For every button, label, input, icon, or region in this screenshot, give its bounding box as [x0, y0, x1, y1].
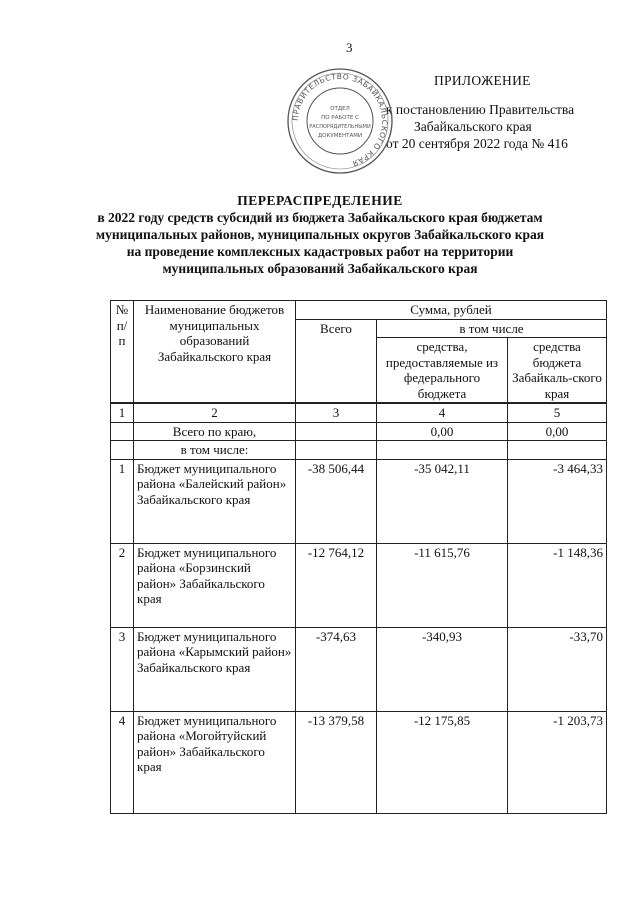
seal-ring-text: ПРАВИТЕЛЬСТВО ЗАБАЙКАЛЬСКОГО КРАЯ — [290, 71, 390, 169]
row-name: Бюджет муниципального района «Борзинский район» Забайкальского края — [134, 543, 296, 627]
document-heading — [90, 192, 550, 277]
official-seal-stamp — [285, 66, 395, 176]
header-federal: средства, предоставляемые из федерального бюджета — [377, 338, 508, 404]
heading-line-1: в 2022 году средств субсидий из бюджета Забайкальского края бюджетам — [97, 210, 543, 225]
col-number-2: 2 — [134, 403, 296, 422]
header-including: в том числе — [377, 319, 607, 338]
row-num: 4 — [111, 711, 134, 813]
col-number-4: 4 — [377, 403, 508, 422]
total-row-label: Всего по краю, — [134, 422, 296, 441]
row-regional: -1 203,73 — [508, 711, 607, 813]
row-name: Бюджет муниципального района «Балейский район» Забайкальского края — [134, 459, 296, 543]
seal-center-line-4: ДОКУМЕНТАМИ — [317, 133, 363, 139]
row-name: Бюджет муниципального района «Могойтуйский район» Забайкальского края — [134, 711, 296, 813]
table-row — [111, 711, 607, 813]
col-number-3: 3 — [296, 403, 377, 422]
row-total: -374,63 — [296, 627, 377, 711]
heading-title: ПЕРЕРАСПРЕДЕЛЕНИЕ — [237, 193, 403, 208]
row-federal: -340,93 — [377, 627, 508, 711]
row-total: -12 764,12 — [296, 543, 377, 627]
heading-line-4: муниципальных образований Забайкальского края — [162, 261, 478, 276]
col-number-5: 5 — [508, 403, 607, 422]
row-num: 1 — [111, 459, 134, 543]
header-num: № п/п — [111, 301, 134, 404]
row-regional: -3 464,33 — [508, 459, 607, 543]
seal-center-line-3: РАСПОРЯДИТЕЛЬНЫМИ — [309, 124, 371, 130]
header-name: Наименование бюджетов муниципальных образований Забайкальского края — [134, 301, 296, 404]
appendix-block — [386, 72, 606, 152]
total-row-federal: 0,00 — [377, 422, 508, 441]
header-sum: Сумма, рублей — [296, 301, 607, 320]
table-row — [111, 543, 607, 627]
total-row-regional: 0,00 — [508, 422, 607, 441]
redistribution-table — [110, 300, 607, 814]
seal-center-line-1: ОТДЕЛ — [330, 106, 350, 112]
including-row — [111, 441, 607, 460]
row-federal: -11 615,76 — [377, 543, 508, 627]
heading-line-3: на проведение комплексных кадастровых работ на территории — [126, 244, 514, 259]
table-row — [111, 627, 607, 711]
row-regional: -33,70 — [508, 627, 607, 711]
row-regional: -1 148,36 — [508, 543, 607, 627]
row-num: 2 — [111, 543, 134, 627]
appendix-title: ПРИЛОЖЕНИЕ — [434, 73, 531, 88]
row-total: -13 379,58 — [296, 711, 377, 813]
heading-line-2: муниципальных районов, муниципальных округов Забайкальского края — [95, 227, 545, 242]
total-row-total — [296, 422, 377, 441]
seal-center-line-2: ПО РАБОТЕ С — [321, 115, 359, 121]
appendix-line-1: к постановлению Правительства — [386, 102, 575, 117]
appendix-line-3: от 20 сентября 2022 года № 416 — [386, 136, 568, 151]
total-row — [111, 422, 607, 441]
row-name: Бюджет муниципального района «Карымский район» Забайкальского края — [134, 627, 296, 711]
row-federal: -35 042,11 — [377, 459, 508, 543]
table-row — [111, 459, 607, 543]
header-regional: средства бюджета Забайкаль-ского края — [508, 338, 607, 404]
including-label: в том числе: — [134, 441, 296, 460]
row-num: 3 — [111, 627, 134, 711]
appendix-line-2: Забайкальского края — [414, 119, 532, 134]
row-total: -38 506,44 — [296, 459, 377, 543]
header-total: Всего — [296, 319, 377, 403]
page-number: 3 — [346, 40, 353, 55]
col-number-1: 1 — [111, 403, 134, 422]
row-federal: -12 175,85 — [377, 711, 508, 813]
